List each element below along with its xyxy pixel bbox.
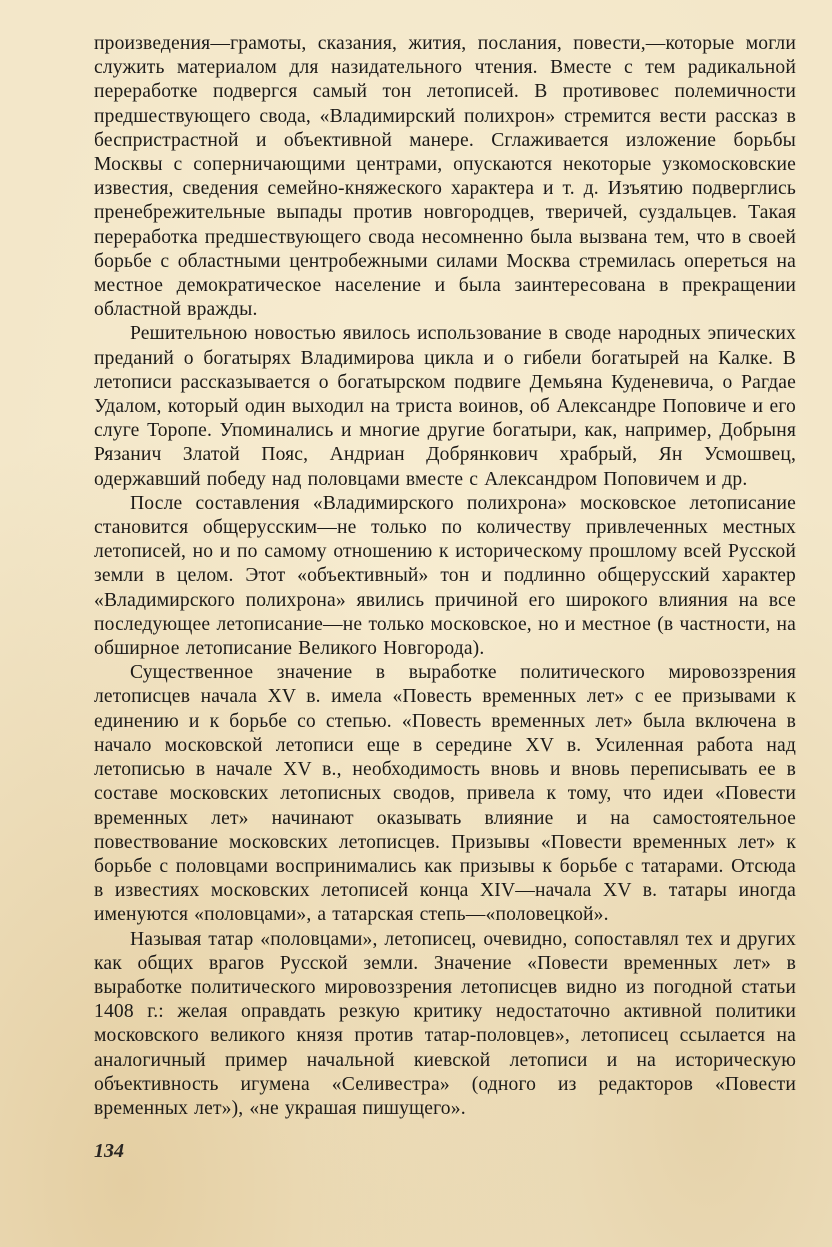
paragraph-4: Существенное значение в выработке политического мировоззрения летописцев начала XV в. имела «Повесть временных лет» с ее призывами к единению и к борьбе со степью. «Повесть временных лет» была включена в начало московской летописи еще в середине XV в. Усиленная работа над летописью в начале XV в., необходимость вновь и вновь переписывать ее в составе московских летописных сводов, привела к тому, что идеи «Повести временных лет» начинают оказывать влияние и на самостоятельное повествование московских летописцев. Призывы «Повести временных лет» к борьбе с половцами воспринимались как призывы к борьбе с татарами. Отсюда в известиях московских летописей конца XIV—начала XV в. татары иногда именуются «половцами», а татарская степь—«половецкой». [94, 662, 796, 926]
paragraph-2: Решительною новостью явилось использование в своде народных эпических преданий о богатырях Владимирова цикла и о гибели богатырей на Калке. В летописи рассказывается о богатырском подвиге Демьяна Куденевича, о Рагдае Удалом, который один выходил на триста воинов, об Александре Поповиче и его слуге Торопе. Упоминались и многие другие богатыри, как, например, Добрыня Рязанич Златой Пояс, Андриан Добрянкович храбрый, Ян Усмошвец, одержавший победу над половцами вместе с Александром Поповичем и др. [94, 323, 796, 490]
page-text-body [94, 32, 796, 1121]
paragraph-1: произведения—грамоты, сказания, жития, послания, повести,—которые могли служить материалом для назидательного чтения. Вместе с тем радикальной переработке подвергся самый тон летописей. В противовес полемичности предшествующего свода, «Владимирский полихрон» стремится вести рассказ в беспристрастной и объективной манере. Сглаживается изложение борьбы Москвы с соперничающими центрами, опускаются некоторые узкомосковские известия, сведения семейно-княжеского характера и т. д. Изъятию подверглись пренебрежительные выпады против новгородцев, тверичей, суздальцев. Такая переработка предшествующего свода несомненно была вызвана тем, что в своей борьбе с областными центробежными силами Москва стремилась опереться на местное демократическое население и была заинтересована в прекращении областной вражды. [94, 33, 796, 321]
paragraph-3: После составления «Владимирского полихрона» московское летописание становится общерусским—не только по количеству привлеченных местных летописей, но и по самому отношению к историческому прошлому всей Русской земли в целом. Этот «объективный» тон и подлинно общерусский характер «Владимирского полихрона» явились причиной его широкого влияния на все последующее летописание—не только московское, но и местное (в частности, на обширное летописание Великого Новгорода). [94, 492, 796, 660]
paragraph-5: Называя татар «половцами», летописец, очевидно, сопоставлял тех и других как общих врагов Русской земли. Значение «Повести временных лет» в выработке политического мировоззрения летописцев видно из погодной статьи 1408 г.: желая оправдать резкую критику недостаточно активной политики московского великого князя против татар-половцев», летописец ссылается на аналогичный пример начальной киевской летописи и на историческую объективность игумена «Селивестра» (одного из редакторов «Повести временных лет»), «не украшая пишущего». [94, 928, 796, 1119]
page-number: 134 [94, 1140, 124, 1162]
